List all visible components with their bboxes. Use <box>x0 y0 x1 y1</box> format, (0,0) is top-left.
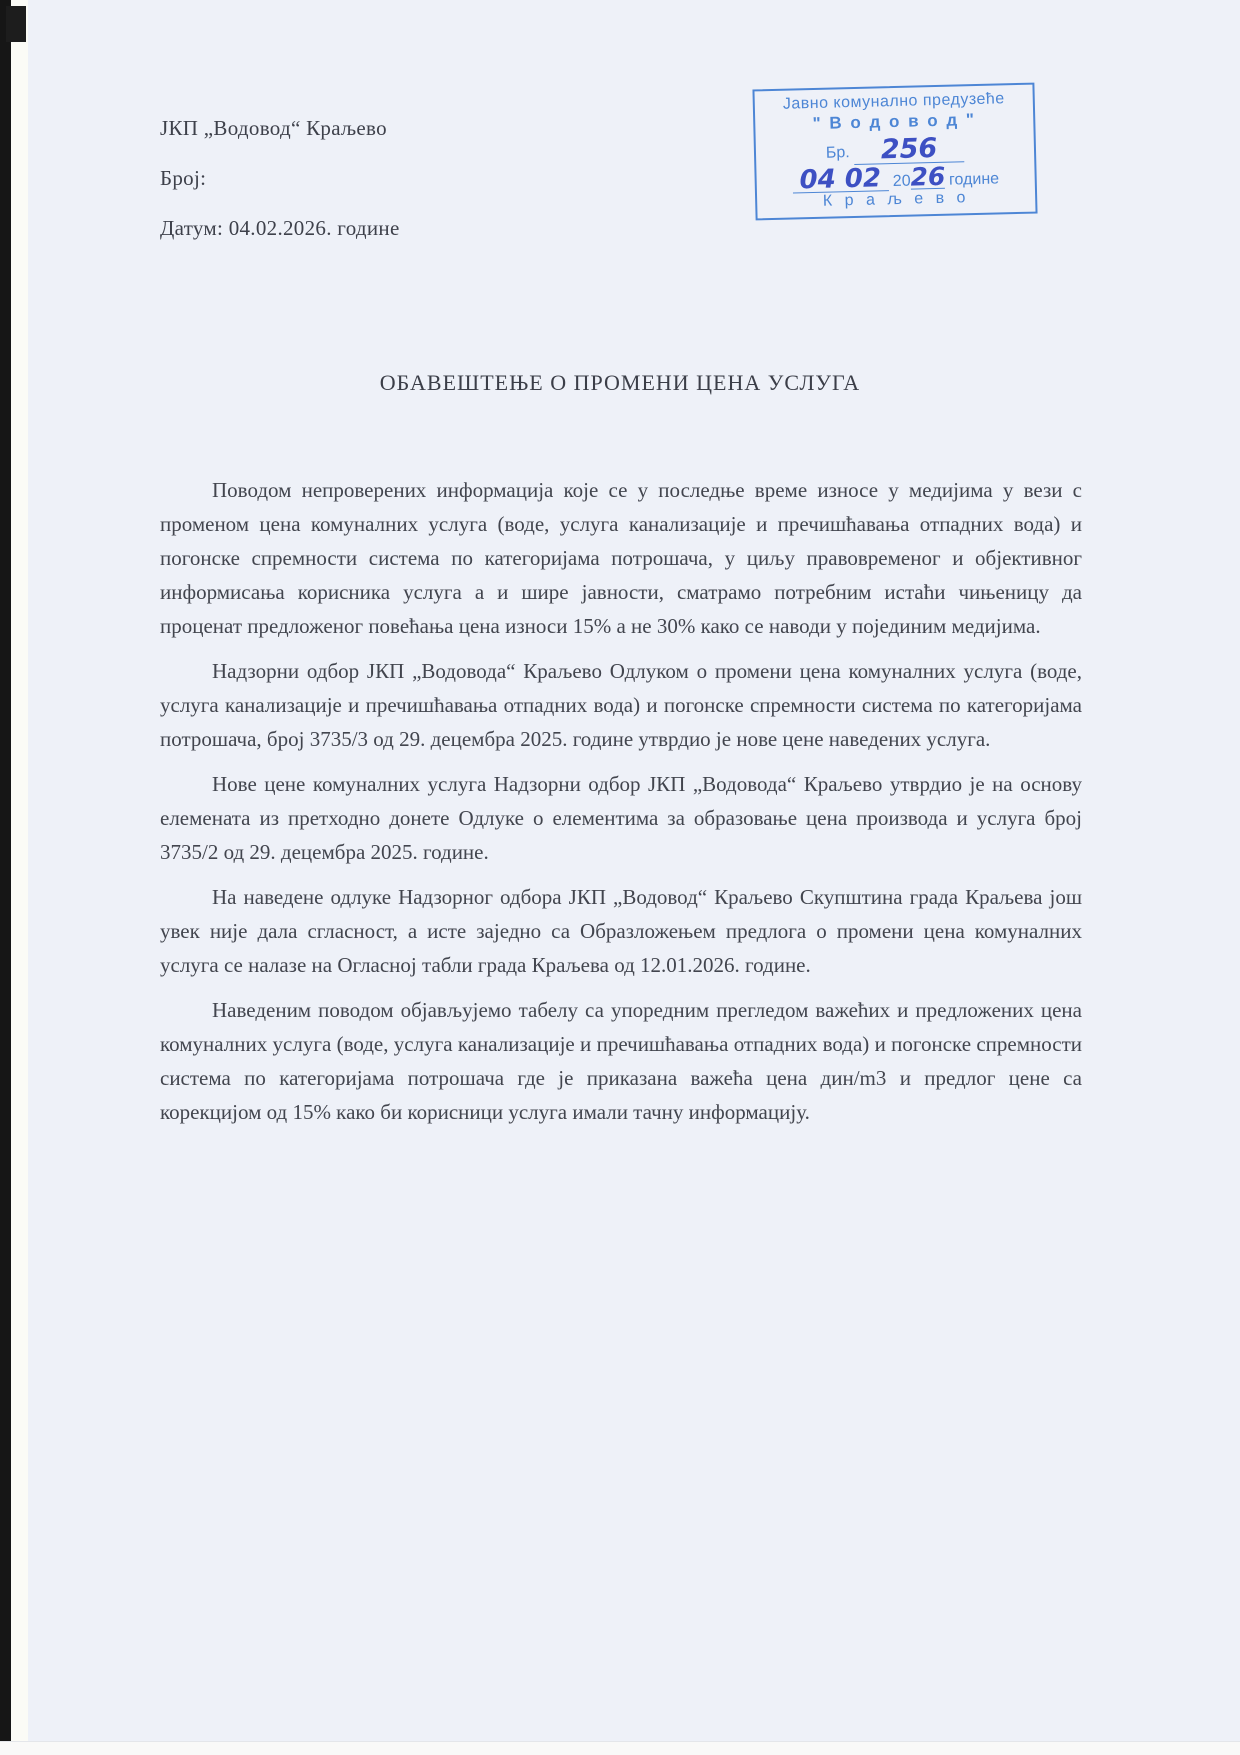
body-paragraph: Нове цене комуналних услуга Надзорни одбор ЈКП „Водовода“ Краљево утврдио је на основу елемената из претходно донете Одлуке о елементима за образовање цена производа и услуга број 3735/2 од 29. децембра 2025. године. <box>160 772 1082 864</box>
letterhead <box>160 116 400 266</box>
stamp-number-handwritten: 256 <box>854 135 965 165</box>
doc-date-line: Датум: 04.02.2026. године <box>160 216 400 240</box>
body-paragraph: Надзорни одбор ЈКП „Водовода“ Краљево Одлуком о промени цена комуналних услуга (воде, услуга канализације и пречишћавања отпадних вода) и погонске спремности система по категоријама потрошача, број 3735/3 од 29. децембра 2025. године утврдио је нове цене наведених услуга. <box>160 659 1082 751</box>
scan-corner-mark <box>6 6 26 42</box>
document-body <box>160 473 1082 1140</box>
receipt-stamp <box>752 83 1037 221</box>
body-paragraph: Наведеним поводом објављујемо табелу са упоредним прегледом важећих и предложених цена комуналних услуга (воде, услуга канализације и пречишћавања отпадних вода) и погонске спремности система по категоријама потрошача где је приказана важећа цена дин/m3 и предлог цене са корекцијом од 15% како би корисници услуга имали тачну информацију. <box>160 998 1082 1124</box>
stamp-brand-line: " В о д о в о д " <box>812 110 977 134</box>
stamp-date-handwritten: 04 02 <box>792 166 889 193</box>
scan-edge-left <box>0 0 11 1755</box>
stamp-year-handwritten: 26 <box>910 161 946 192</box>
stamp-number-label: Бр. <box>825 144 850 162</box>
stamp-city: К р а љ е в о <box>822 189 970 210</box>
doc-number-label: Број: <box>160 166 207 190</box>
body-paragraph: На наведене одлуке Надзорног одбора ЈКП „Водовод“ Краљево Скупштина града Краљева још увек није дала сгласност, а исте заједно са Образложењем предлога о промени цена комуналних услуга се налазе на Огласној табли града Краљева од 12.01.2026. године. <box>160 885 1082 977</box>
scan-edge-sliver <box>11 0 28 1755</box>
stamp-org-line: Јавно комунално предузеће <box>782 90 1005 113</box>
stamp-number-row <box>762 132 1029 165</box>
org-name: ЈКП „Водовод“ Краљево <box>160 116 387 140</box>
body-paragraph: Поводом непроверених информација које се у последње време износе у медијима у вези с променом цена комуналних услуга (воде, услуга канализације и пречишћавања отпадних вода) и погонске спремности система по категоријама потрошача, у циљу правовременог и објективног информисања корисника услуга а и шире јавности, сматрамо потребним истаћи чињеницу да проценат предложеног повећања цена износи 15% а не 30% како се наводи у појединим медијима. <box>160 478 1082 638</box>
stamp-year-suffix: године <box>948 170 1000 189</box>
document-title: ОБАВЕШТЕЊЕ О ПРОМЕНИ ЦЕНА УСЛУГА <box>379 370 861 395</box>
stamp-year-printed: 20 <box>892 172 911 191</box>
scan-edge-bottom <box>0 1741 1240 1755</box>
